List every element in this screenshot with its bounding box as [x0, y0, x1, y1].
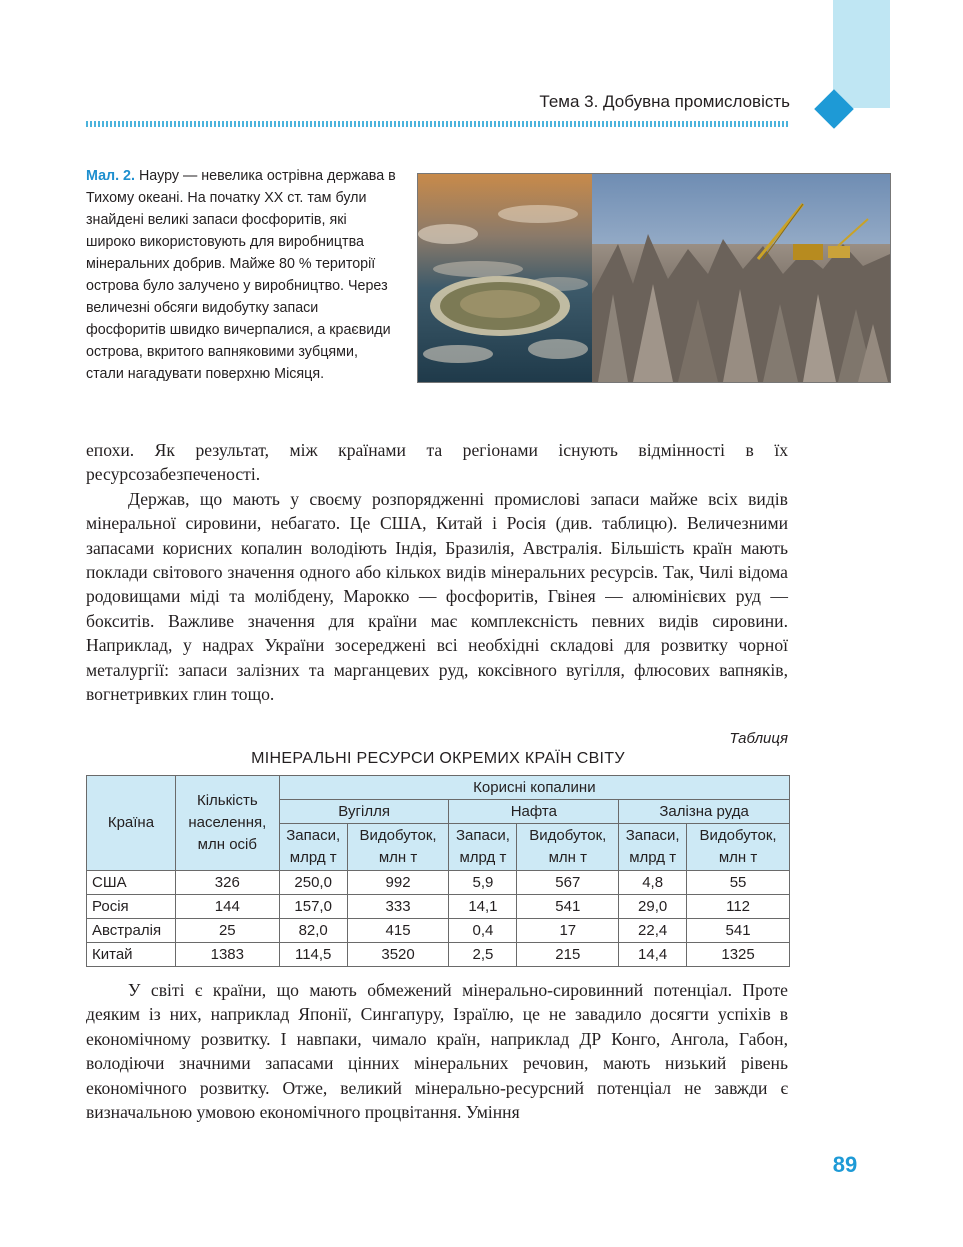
cell-iron-output: 112: [687, 895, 790, 919]
figure-label: Мал. 2.: [86, 168, 135, 184]
cell-oil-reserves: 2,5: [449, 943, 517, 967]
cell-coal-output: 992: [347, 871, 449, 895]
figure-caption: [86, 165, 398, 385]
header-divider: [86, 121, 790, 127]
cell-population: 326: [175, 871, 279, 895]
header-country: Країна: [87, 776, 176, 871]
cell-coal-reserves: 114,5: [279, 943, 347, 967]
body-text-top: [86, 438, 788, 706]
cell-oil-reserves: 5,9: [449, 871, 517, 895]
paragraph-3: У світі є країни, що мають обмежений мінерально-сировинний потенціал. Проте деяким із них, наприклад Японії, Сингапуру, Ізраїлю, це не завадило досягти успіхів в економічному розвитку. І навпаки, чимало країн, наприклад ДР Конго, Ангола, Габон, володіючи значними запасами цінних мінеральних речовин, мають низький рівень економічного розвитку. Отже, великий мінерально-ресурсний потенціал не завжди є визначальною умовою економічного процвітання. Уміння: [86, 980, 788, 1123]
header-oil: Нафта: [449, 800, 619, 824]
cell-country: Китай: [87, 943, 176, 967]
table-note: Таблиця: [729, 730, 788, 747]
cell-country: Австралія: [87, 919, 176, 943]
cell-iron-output: 55: [687, 871, 790, 895]
table-row: [87, 943, 790, 967]
cell-oil-output: 567: [517, 871, 619, 895]
header-minerals: Корисні копалини: [279, 776, 789, 800]
cell-oil-output: 17: [517, 919, 619, 943]
header-oil-output: Видобуток, млн т: [517, 824, 619, 871]
nauru-photos: [418, 174, 890, 382]
cell-coal-reserves: 82,0: [279, 919, 347, 943]
header-iron: Залізна руда: [619, 800, 790, 824]
cell-population: 1383: [175, 943, 279, 967]
cell-country: Росія: [87, 895, 176, 919]
header-iron-reserves: Запаси, млрд т: [619, 824, 687, 871]
cell-iron-reserves: 14,4: [619, 943, 687, 967]
header-oil-reserves: Запаси, млрд т: [449, 824, 517, 871]
cell-iron-output: 1325: [687, 943, 790, 967]
table-row: [87, 919, 790, 943]
cell-oil-output: 215: [517, 943, 619, 967]
header-coal-reserves: Запаси, млрд т: [279, 824, 347, 871]
paragraph-1: епохи. Як результат, між країнами та регіонами існують відмінності в їх ресурсозабезпеченості.: [86, 440, 788, 485]
pinnacles-photo: [592, 174, 890, 382]
cell-coal-reserves: 250,0: [279, 871, 347, 895]
mineral-resources-table: [86, 775, 790, 967]
page-corner-tab: [833, 0, 890, 108]
chapter-title: Тема 3. Добувна промисловість: [539, 92, 790, 111]
table-row: [87, 895, 790, 919]
cell-iron-reserves: 29,0: [619, 895, 687, 919]
table-header-row-1: [87, 776, 790, 800]
cell-population: 25: [175, 919, 279, 943]
cell-coal-output: 415: [347, 919, 449, 943]
body-text-bottom: [86, 978, 788, 1124]
cell-coal-output: 333: [347, 895, 449, 919]
cell-oil-reserves: 14,1: [449, 895, 517, 919]
cell-iron-output: 541: [687, 919, 790, 943]
cell-coal-reserves: 157,0: [279, 895, 347, 919]
cell-oil-output: 541: [517, 895, 619, 919]
header-population: Кількість населення, млн осіб: [175, 776, 279, 871]
table-title: МІНЕРАЛЬНІ РЕСУРСИ ОКРЕМИХ КРАЇН СВІТУ: [251, 750, 625, 767]
cell-coal-output: 3520: [347, 943, 449, 967]
cell-oil-reserves: 0,4: [449, 919, 517, 943]
paragraph-2: Держав, що мають у своєму розпорядженні промислові запаси майже всіх видів мінеральної сировини, небагато. Це США, Китай і Росія (див. таблицю). Величезними запасами корисних копалин володіють Індія, Бразилія, Австралія. Більшість країн мають поклади світового значення одного або кількох видів мінеральних ресурсів. Так, Чилі відома родовищами міді та молібдену, Марокко — фосфоритів, Гвінея — алюмінієвих руд — бокситів. Важливе значення для країни має комплексність певних видів сировини. Наприклад, у надрах України зосереджені всі необхідні складові для розвитку чорної металургії: запаси залізних та марганцевих руд, коксівного вугілля, флюсових вапняків, вогнетривких глин тощо.: [86, 488, 788, 705]
header-iron-output: Видобуток, млн т: [687, 824, 790, 871]
header-coal: Вугілля: [279, 800, 449, 824]
figure-caption-text: Науру — невелика острівна держава в Тихому океані. На початку XX ст. там були знайдені великі запаси фосфоритів, які широко використовують для виробництва мінеральних добрив. Майже 80 % території острова було залучено у виробництво. Через величезні обсяги видобутку запаси фосфоритів швидко вичерпалися, а краєвиди острова, вкритого вапняковими зубцями, стали нагадувати поверхню Місяця.: [86, 168, 396, 382]
figure-photos: [417, 173, 891, 383]
header-coal-output: Видобуток, млн т: [347, 824, 449, 871]
page-number: 89: [832, 1152, 858, 1177]
cell-iron-reserves: 22,4: [619, 919, 687, 943]
cell-iron-reserves: 4,8: [619, 871, 687, 895]
cell-population: 144: [175, 895, 279, 919]
table-row: [87, 871, 790, 895]
aerial-photo: [418, 174, 592, 382]
cell-country: США: [87, 871, 176, 895]
